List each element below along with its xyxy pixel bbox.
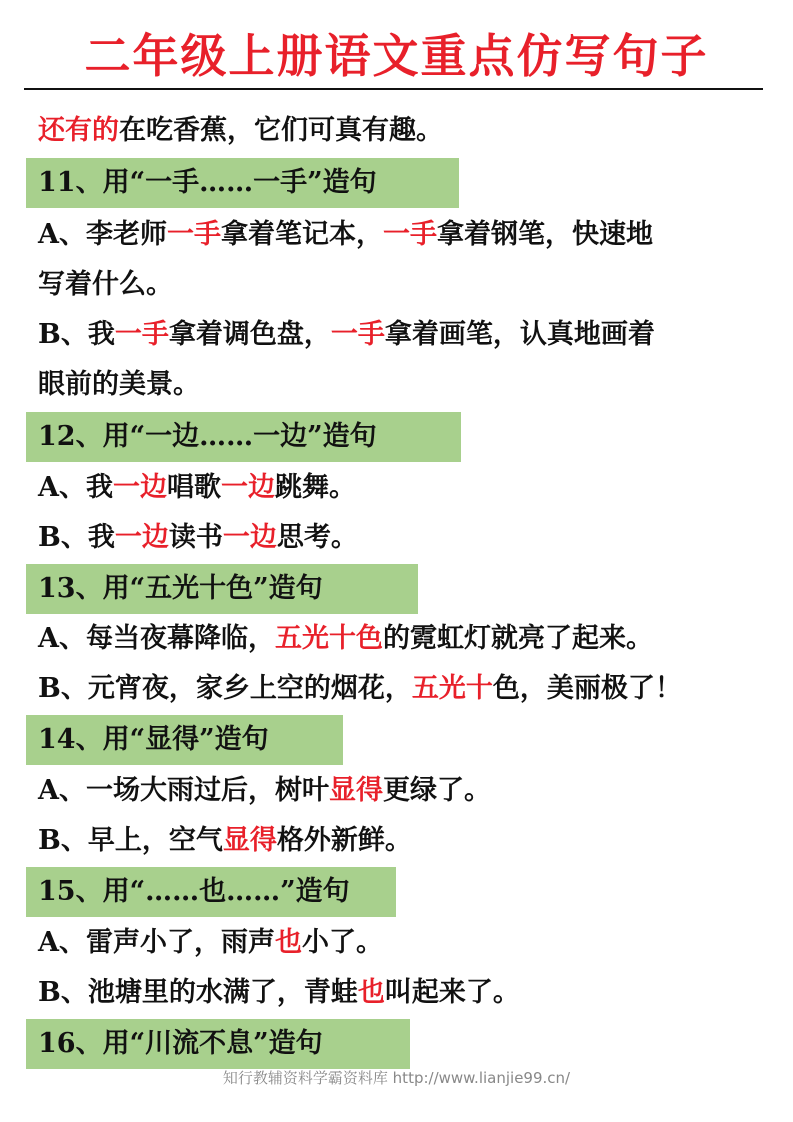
- sentence-text: 拿着画笔，认真地画着: [384, 319, 655, 350]
- sentence-text: B、我: [38, 522, 115, 553]
- section-14-example-a: [38, 766, 491, 816]
- section-11-example-b: [38, 310, 655, 360]
- highlight-word: 一手: [114, 319, 169, 350]
- highlight-word: 五光十色: [274, 623, 383, 654]
- section-12-example-b: [38, 513, 358, 563]
- section-15-example-b: [38, 968, 520, 1018]
- highlight-word: 显得: [222, 825, 277, 856]
- highlight-word: 一边: [112, 472, 167, 503]
- section-14-example-b: [38, 816, 412, 866]
- sentence-text: 读书: [168, 522, 223, 553]
- section-11-title: 11、用“一手……一手”造句: [38, 167, 377, 198]
- highlight-word: 还有的: [38, 115, 119, 146]
- sentence-text: 拿着钢笔，快速地: [436, 219, 653, 250]
- highlight-word: 一边: [220, 472, 275, 503]
- highlight-word: 一手: [166, 219, 221, 250]
- sentence-text: 跳舞。: [274, 472, 356, 503]
- sentence-text: 思考。: [276, 522, 358, 553]
- section-13-title: 13、用“五光十色”造句: [38, 573, 323, 604]
- sentence-text: B、元宵夜，家乡上空的烟花，: [38, 673, 412, 704]
- sentence-text: A、一场大雨过后，树叶: [38, 775, 329, 806]
- highlight-word: 一手: [330, 319, 385, 350]
- sentence-text: 色，美丽极了！: [492, 673, 682, 704]
- sentence-text: 小了。: [301, 927, 383, 958]
- intro-sentence: [38, 106, 443, 156]
- section-13-example-a: [38, 614, 653, 664]
- highlight-word: 五光十: [411, 673, 493, 704]
- section-12-example-a: [38, 463, 356, 513]
- sentence-text: B、我: [38, 319, 115, 350]
- sentence-text: 拿着调色盘，: [168, 319, 331, 350]
- sentence-text: 格外新鲜。: [276, 825, 412, 856]
- section-12-header: [26, 412, 461, 462]
- section-15-header: [26, 867, 396, 917]
- section-11-example-a: [38, 210, 653, 260]
- section-14-title: 14、用“显得”造句: [38, 724, 269, 755]
- sentence-text: B、早上，空气: [38, 825, 223, 856]
- sentence-text: 更绿了。: [382, 775, 491, 806]
- section-11-header: [26, 158, 459, 208]
- sentence-text: 在吃香蕉，它们可真有趣。: [119, 115, 443, 146]
- highlight-word: 也: [357, 977, 385, 1008]
- title-underline: [24, 88, 763, 90]
- section-15-title: 15、用“……也……”造句: [38, 876, 350, 907]
- sentence-text: 的霓虹灯就亮了起来。: [382, 623, 653, 654]
- page-title: 二年级上册语文重点仿写句子: [84, 29, 709, 83]
- highlight-word: 显得: [328, 775, 383, 806]
- sentence-text: 叫起来了。: [384, 977, 520, 1008]
- section-14-header: [26, 715, 343, 765]
- highlight-word: 一手: [382, 219, 437, 250]
- section-13-example-b: [38, 664, 682, 714]
- section-12-title: 12、用“一边……一边”造句: [38, 421, 377, 452]
- sentence-text: A、每当夜幕降临，: [38, 623, 275, 654]
- sentence-text: 唱歌: [166, 472, 221, 503]
- section-13-header: [26, 564, 418, 614]
- footer-watermark: 知行教辅资料学霸资料库 http://www.lianjie99.cn/: [222, 1069, 571, 1087]
- highlight-word: 一边: [114, 522, 169, 553]
- sentence-text: A、雷声小了，雨声: [38, 927, 275, 958]
- section-15-example-a: [38, 918, 383, 968]
- highlight-word: 也: [274, 927, 302, 958]
- sentence-text: A、李老师: [38, 219, 167, 250]
- highlight-word: 一边: [222, 522, 277, 553]
- sentence-text: A、我: [38, 472, 113, 503]
- section-11-example-b-cont: 眼前的美景。: [38, 369, 200, 400]
- section-16-title: 16、用“川流不息”造句: [38, 1028, 323, 1059]
- section-11-example-a-cont: 写着什么。: [38, 269, 173, 300]
- sentence-text: B、池塘里的水满了，青蛙: [38, 977, 358, 1008]
- sentence-text: 拿着笔记本，: [220, 219, 383, 250]
- section-16-header: [26, 1019, 410, 1069]
